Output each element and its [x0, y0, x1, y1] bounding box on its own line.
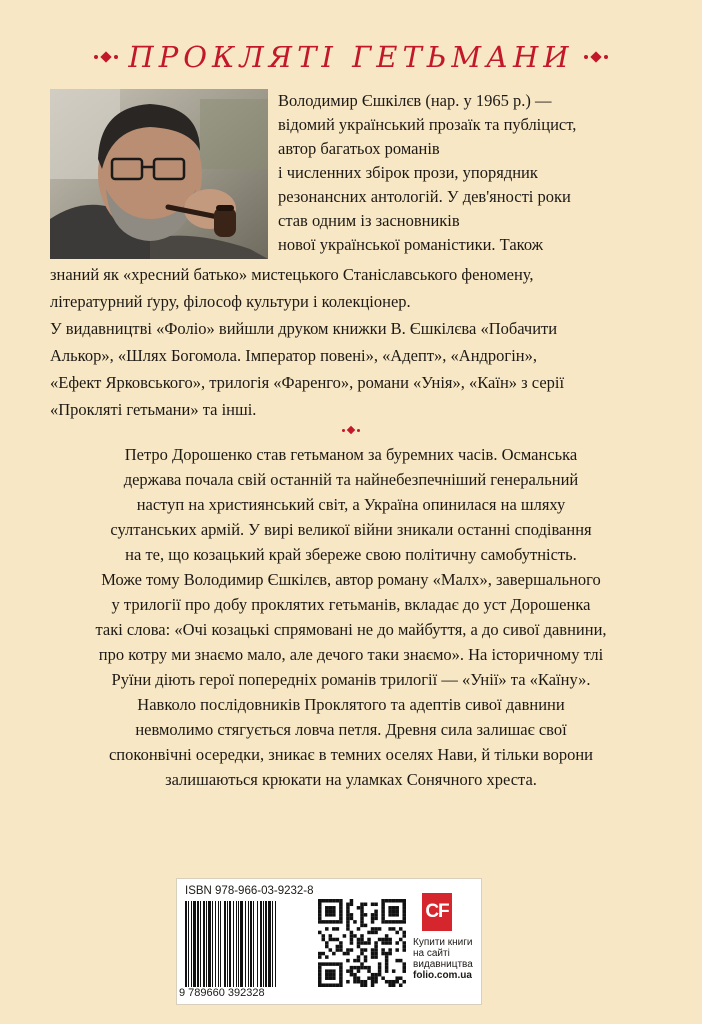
- description-line: держава почала свій останній та найнебезпечніший генеральний: [123, 470, 579, 489]
- publisher-logo: CF: [422, 893, 452, 931]
- barcode-digits: 9 789660 392328: [179, 987, 265, 999]
- description-line: Руїни діють герої попередніх романів трилогії — «Унії» та «Каїну».: [111, 670, 591, 689]
- promo-line: видавництва: [413, 959, 473, 970]
- description-line: у трилогії про добу проклятих гетьманів, вкладає до уст Дорошенка: [111, 595, 591, 614]
- description-line: Може тому Володимир Єшкілєв, автор роману «Малх», завершального: [101, 570, 601, 589]
- bio-line: автор багатьох романів: [278, 139, 440, 158]
- right-ornament: [584, 53, 608, 61]
- bio-line: «Ефект Ярковського», трилогія «Фаренго», романи «Унія», «Каїн» з серії: [50, 373, 565, 392]
- description-line: споконвічні осередки, зникає в темних оселях Нави, й тільки ворони: [108, 745, 594, 764]
- description-line: залишаються крюкати на уламках Сонячного хреста.: [165, 770, 537, 789]
- bio-line: Алькор», «Шлях Богомола. Імператор повені», «Адепт», «Андрогін»,: [50, 346, 537, 365]
- description-line: султанських армій. У вирі великої війни зникали останні сподівання: [110, 520, 592, 539]
- promo-line: Купити книги: [413, 937, 473, 948]
- description-line: невмолимо стягується ловча петля. Древня сила залишає свої: [135, 720, 567, 739]
- isbn-text: ISBN 978-966-03-9232-8: [185, 885, 314, 897]
- description-line: Петро Дорошенко став гетьманом за буремних часів. Османська: [124, 445, 578, 464]
- bio-line: У видавництві «Фоліо» вийшли друком книжки В. Єшкілєва «Побачити: [50, 319, 558, 338]
- description-line: наступ на християнський світ, а Україна опинилася на шляху: [136, 495, 566, 514]
- bio-line: нової української романістики. Також: [278, 235, 544, 254]
- bio-line: став одним із засновників: [278, 211, 460, 230]
- bio-line: «Прокляті гетьмани» та інші.: [50, 400, 257, 419]
- description-line: Навколо послідовників Проклятого та адептів сивої давнини: [137, 695, 565, 714]
- left-ornament: [94, 53, 118, 61]
- author-photo: [50, 89, 268, 259]
- bio-line: літературний ґуру, філософ культури і колекціонер.: [50, 292, 411, 311]
- divider-ornament: [0, 427, 702, 433]
- barcode: [183, 901, 309, 989]
- publisher-site-link[interactable]: folio.com.ua: [413, 970, 472, 981]
- bio-line: відомий український прозаїк та публіцист,: [278, 115, 577, 134]
- bio-line: знаний як «хресний батько» мистецького Станіславського феномену,: [50, 265, 534, 284]
- promo-line: на сайті: [413, 948, 450, 959]
- publisher-promo: [413, 937, 481, 981]
- series-header: [0, 38, 702, 76]
- qr-code[interactable]: [318, 899, 406, 987]
- description-line: про котру ми знаємо мало, але дечого таки знаємо». На історичному тлі: [98, 645, 604, 664]
- barcode-block: [176, 878, 482, 1005]
- description-line: на те, що козацький край збереже свою політичну самобутність.: [125, 545, 577, 564]
- description-line: такі слова: «Очі козацькі спрямовані не до майбуття, а до сивої давнини,: [95, 620, 607, 639]
- bio-line: і численних збірок прози, упорядник: [278, 163, 538, 182]
- bio-line: резонансних антологій. У дев'яності роки: [278, 187, 571, 206]
- series-title: ПРОКЛЯТІ ГЕТЬМАНИ: [128, 40, 574, 74]
- bio-line: Володимир Єшкілєв (нар. у 1965 р.) —: [278, 91, 552, 110]
